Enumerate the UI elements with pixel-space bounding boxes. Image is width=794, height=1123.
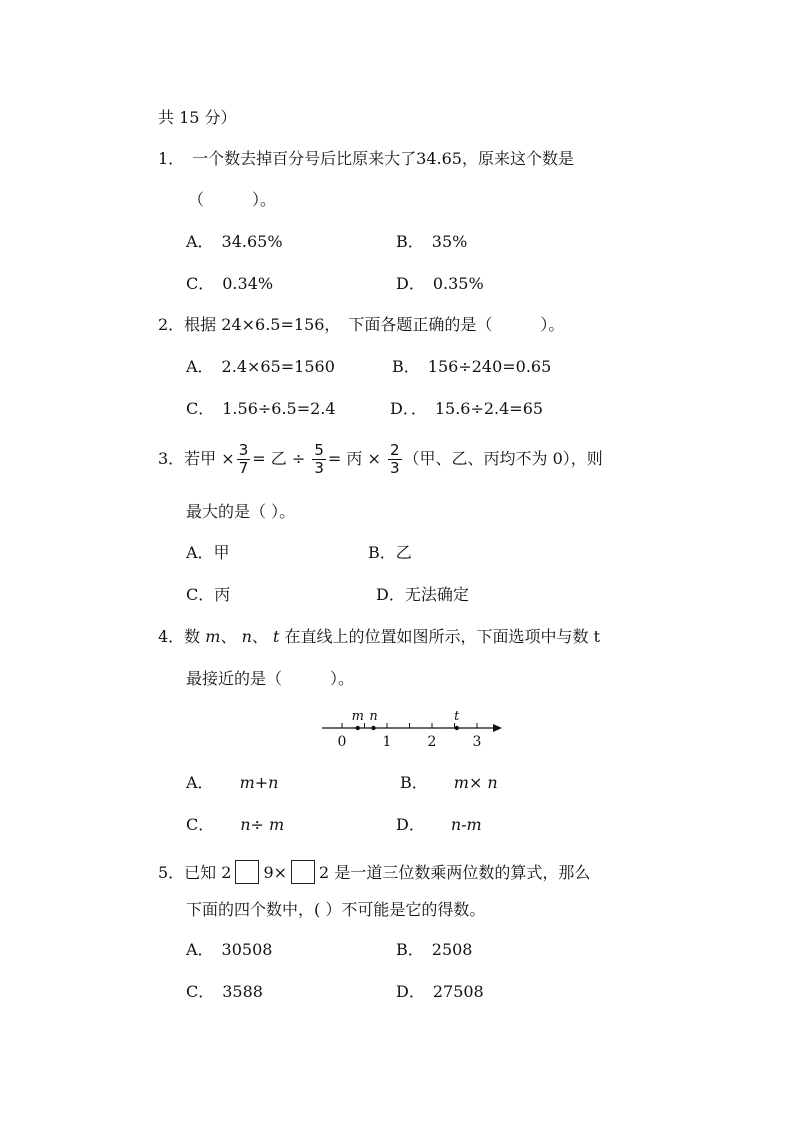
number-line-point-label: n <box>369 709 378 724</box>
q4-option-b-letter: B． <box>400 773 428 792</box>
q1-option-a[interactable]: A． 34.65% <box>186 232 283 251</box>
blank-box-1[interactable] <box>235 860 259 884</box>
q5-option-d[interactable]: D． 27508 <box>396 982 484 1001</box>
q4-var-n: n <box>241 627 252 646</box>
q1-paren: （ ）。 <box>188 190 277 209</box>
q3-option-d[interactable]: D．无法确定 <box>376 585 469 604</box>
q4-option-c[interactable] <box>186 813 284 837</box>
q5-stem-a: 5．已知 2 <box>158 863 232 882</box>
q4-var-m: m <box>205 627 221 646</box>
number-line-tick-label: 1 <box>382 734 392 750</box>
q1-option-b[interactable]: B． 35% <box>396 232 468 251</box>
number-line-tick-label: 2 <box>427 734 437 750</box>
q2-option-d[interactable]: D．． 15.6÷2.4=65 <box>390 399 544 418</box>
q4-stem-b: 在直线上的位置如图所示，下面选项中与数 t <box>284 627 601 646</box>
number-line-point <box>455 726 459 730</box>
q3-fraction-1 <box>237 442 251 477</box>
q4-option-a-expr: m+n <box>239 773 279 792</box>
q5-line2: 下面的四个数中，( ）不可能是它的得数。 <box>186 900 486 919</box>
q2-stem: 2．根据 24×6.5=156， 下面各题正确的是（ ）。 <box>158 315 565 334</box>
blank-box-2[interactable] <box>291 860 315 884</box>
q4-stem-a: 4．数 <box>158 627 201 646</box>
q3-frac3-den: 3 <box>389 459 400 477</box>
q3-stem <box>158 436 603 482</box>
q5-stem-b: 9× <box>263 863 288 882</box>
number-line <box>318 704 518 752</box>
q1-option-c[interactable]: C． 0.34% <box>186 274 274 293</box>
q3-eq2: = 丙 × <box>327 449 381 468</box>
q3-line2: 最大的是（ ）。 <box>186 502 296 521</box>
q3-frac1-num: 3 <box>238 441 249 459</box>
q3-fraction-3 <box>388 442 402 477</box>
q5-option-c[interactable]: C． 3588 <box>186 982 263 1001</box>
q3-prefix: 3．若甲 × <box>158 449 235 468</box>
number-line-point <box>371 726 375 730</box>
q4-line2: 最接近的是（ ）。 <box>186 669 355 688</box>
q5-stem <box>158 860 590 885</box>
q5-option-a[interactable]: A． 30508 <box>186 940 273 959</box>
q4-option-b-expr: m× n <box>453 773 498 792</box>
q4-option-c-letter: C． <box>186 815 215 834</box>
q5-stem-c: 2 是一道三位数乘两位数的算式，那么 <box>319 863 591 882</box>
q3-suffix: （甲、乙、丙均不为 0），则 <box>403 449 603 468</box>
q2-option-a[interactable]: A． 2.4×65=1560 <box>186 357 335 376</box>
q4-var-t: t <box>272 627 280 646</box>
q4-option-d-letter: D． <box>396 815 425 834</box>
q4-sep2: 、 <box>251 627 268 646</box>
number-line-point <box>356 726 360 730</box>
q4-option-a-letter: A． <box>186 773 214 792</box>
number-line-tick-label: 3 <box>472 734 482 750</box>
q3-frac1-den: 7 <box>238 459 249 477</box>
q4-option-d[interactable] <box>396 813 482 837</box>
number-line-point-label: t <box>454 709 460 724</box>
q2-option-b[interactable]: B． 156÷240=0.65 <box>392 357 552 376</box>
header-text: 共 15 分） <box>158 108 237 127</box>
q1-option-d[interactable]: D． 0.35% <box>396 274 484 293</box>
q4-option-a[interactable] <box>186 771 278 795</box>
number-line-tick-label: 0 <box>337 734 347 750</box>
q4-option-d-expr: n-m <box>450 815 482 834</box>
q3-frac2-num: 5 <box>314 441 324 459</box>
q3-option-a[interactable]: A．甲 <box>186 543 230 562</box>
number-line-point-label: m <box>351 709 364 724</box>
q2-option-c[interactable]: C． 1.56÷6.5=2.4 <box>186 399 336 418</box>
number-line-arrow <box>493 724 502 732</box>
q3-option-c[interactable]: C．丙 <box>186 585 231 604</box>
q4-option-b[interactable] <box>400 771 498 795</box>
q1-stem: 1． 一个数去掉百分号后比原来大了34.65，原来这个数是 <box>158 149 574 168</box>
q4-stem <box>158 625 600 649</box>
q5-option-b[interactable]: B． 2508 <box>396 940 473 959</box>
q3-option-b[interactable]: B．乙 <box>368 543 412 562</box>
q3-frac2-den: 3 <box>314 459 324 477</box>
q3-frac3-num: 2 <box>389 441 400 459</box>
q4-sep1: 、 <box>220 627 237 646</box>
q3-fraction-2 <box>312 442 326 477</box>
q3-eq: = 乙 ÷ <box>252 449 306 468</box>
q4-option-c-expr: n÷ m <box>240 815 285 834</box>
